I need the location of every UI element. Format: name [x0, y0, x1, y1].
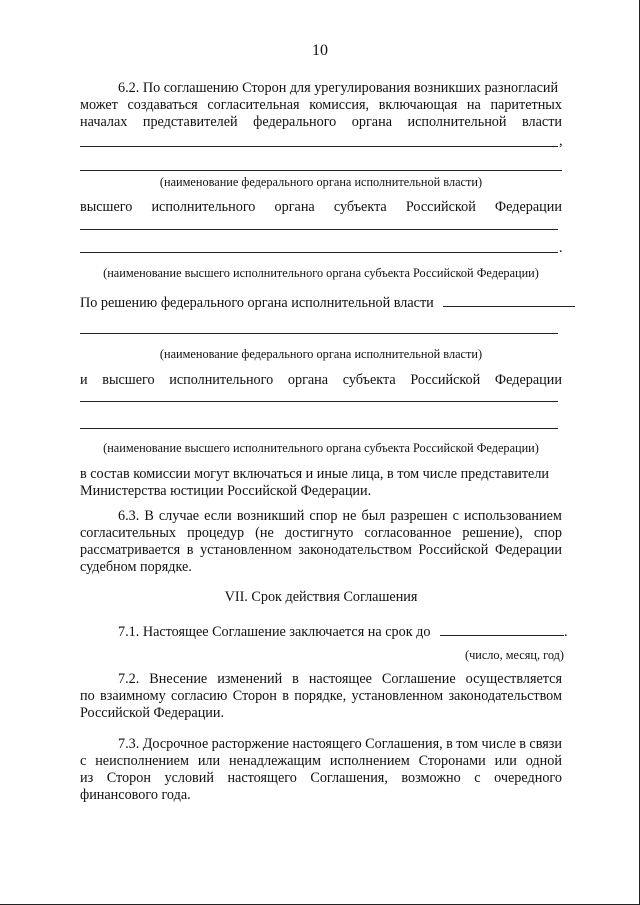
- commission-line-2: Министерства юстиции Российской Федерации.: [80, 483, 372, 499]
- section-7-heading: VII. Срок действия Соглашения: [224, 589, 418, 605]
- word: паритетных: [490, 97, 562, 113]
- word: одной: [525, 753, 562, 769]
- word: исполнительной: [407, 114, 507, 130]
- fill-line-subj-2b: [80, 428, 558, 429]
- word: представителей: [142, 114, 238, 130]
- word: В: [144, 508, 154, 524]
- word: Досрочное: [142, 736, 209, 752]
- word: и: [80, 372, 88, 388]
- p73-line-3: [80, 770, 562, 787]
- word: (не: [255, 525, 274, 541]
- word: разрешен: [390, 508, 448, 524]
- word: согласованное: [364, 525, 452, 541]
- decision-text: По решению федерального органа исполнительной власти: [80, 295, 434, 311]
- word: Федерации: [494, 542, 562, 558]
- word: достигнуто: [284, 525, 354, 541]
- decision-blank: [443, 293, 575, 307]
- word: возможно: [401, 770, 461, 786]
- word: Соглашения,: [365, 736, 443, 752]
- word: спор: [533, 525, 562, 541]
- caption-subj-organ-2: (наименование высшего исполнительного органа субъекта Российской Федерации): [103, 441, 539, 455]
- word: согласительных: [80, 525, 177, 541]
- word: Внесение: [149, 671, 208, 687]
- caption-subj-organ-1: (наименование высшего исполнительного органа субъекта Российской Федерации): [103, 266, 539, 280]
- p71-period: .: [564, 624, 568, 640]
- word: субъекта: [333, 199, 387, 215]
- word: органа: [351, 114, 392, 130]
- p62-line-3: [80, 114, 562, 131]
- period: .: [559, 240, 563, 256]
- p71-line: [118, 622, 568, 641]
- word: 7.3.: [118, 736, 140, 752]
- word: условий: [164, 770, 214, 786]
- word: с: [452, 508, 459, 524]
- word: в состав комиссии могут включаться и иные лица, в том числе представители: [80, 466, 550, 482]
- p62-line-2: [80, 97, 562, 114]
- word: расторжение: [211, 736, 289, 752]
- word: не: [342, 508, 357, 524]
- page-number: 10: [312, 42, 328, 59]
- word: Российской: [418, 542, 489, 558]
- p72-line-3: Российской Федерации.: [80, 705, 225, 721]
- word: может: [80, 97, 118, 113]
- p71-date-caption: (число, месяц, год): [464, 648, 564, 662]
- word: решение),: [462, 525, 523, 541]
- word: Соглашения,: [310, 770, 388, 786]
- p71-text: 7.1. Настоящее Соглашение заключается на срок до: [118, 624, 431, 640]
- p62-line-1: 6.2. По соглашению Сторон для урегулирования возникших разногласий: [118, 80, 559, 96]
- word: 7.2.: [118, 671, 140, 687]
- p73-line-2: [80, 753, 562, 770]
- word: том: [456, 736, 479, 752]
- word: с: [80, 753, 87, 769]
- p73-line-4: финансового года.: [80, 787, 191, 803]
- word: процедур: [187, 525, 245, 541]
- p62-line-higher: [80, 199, 562, 216]
- p63-line-3: [80, 542, 562, 559]
- word: в: [282, 688, 289, 704]
- word: настоящего: [227, 770, 297, 786]
- word: установленном: [351, 688, 444, 704]
- word: осуществляется: [465, 671, 562, 687]
- word: порядке,: [294, 688, 347, 704]
- word: по: [80, 688, 95, 704]
- word: согласительная: [207, 97, 300, 113]
- fill-line-subj-1b: [80, 252, 558, 253]
- word: в: [186, 542, 194, 558]
- word: изменений: [217, 671, 283, 687]
- word: законодательством: [298, 542, 412, 558]
- word: создаваться: [127, 97, 198, 113]
- p62-line-and-higher: [80, 372, 562, 389]
- word: высшего: [80, 199, 133, 215]
- fill-line-fed-1a: [80, 146, 558, 147]
- word: власти: [522, 114, 562, 130]
- word: настоящего: [292, 736, 362, 752]
- word: высшего: [102, 372, 155, 388]
- word: если: [204, 508, 232, 524]
- word: установленном: [200, 542, 292, 558]
- p72-line-2: [80, 688, 562, 705]
- word: неисполнением: [95, 753, 189, 769]
- word: исполнительного: [151, 199, 256, 215]
- word: 6.3.: [118, 508, 140, 524]
- word: был: [361, 508, 386, 524]
- word: использованием: [464, 508, 562, 524]
- word: взаимному: [100, 688, 166, 704]
- word: комиссия,: [309, 97, 370, 113]
- word: рассматривается: [80, 542, 181, 558]
- p72-line-1: [118, 671, 562, 688]
- word: из: [80, 770, 94, 786]
- word: числе: [481, 736, 516, 752]
- word: законодательством: [448, 688, 562, 704]
- word: связи: [529, 736, 562, 752]
- word: согласию: [171, 688, 228, 704]
- p63-line-1: [118, 508, 562, 525]
- word: Федерации: [494, 372, 562, 388]
- word: ненадлежащим: [229, 753, 321, 769]
- caption-fed-organ-2: (наименование федерального органа исполнительной власти): [159, 347, 483, 361]
- word: настоящее: [308, 671, 372, 687]
- word: Сторонами: [418, 753, 486, 769]
- caption-fed-organ-1: (наименование федерального органа исполнительной власти): [159, 175, 483, 189]
- word: или: [494, 753, 517, 769]
- word: Сторон: [232, 688, 277, 704]
- word: Российской: [405, 199, 476, 215]
- word: с: [474, 770, 481, 786]
- word: органа: [287, 372, 329, 388]
- fill-line-subj-2a: [80, 401, 558, 402]
- word: исполнительного: [169, 372, 274, 388]
- word: или: [197, 753, 221, 769]
- word: Сторон: [106, 770, 151, 786]
- fill-line-fed-2: [80, 333, 558, 334]
- word: Соглашение: [381, 671, 456, 687]
- word: на: [466, 97, 481, 113]
- word: субъекта: [342, 372, 396, 388]
- fill-line-subj-1a: [80, 229, 558, 230]
- word: в: [292, 671, 299, 687]
- p71-date-blank: [440, 622, 564, 636]
- word: очередного: [494, 770, 562, 786]
- word: случае: [158, 508, 200, 524]
- p63-line-4: судебном порядке.: [80, 559, 192, 575]
- word: федерального: [253, 114, 337, 130]
- commission-line-1: [80, 466, 562, 483]
- p63-line-2: [80, 525, 562, 542]
- word: началах: [80, 114, 128, 130]
- word: Российской: [410, 372, 481, 388]
- word: в: [519, 736, 526, 752]
- p73-line-1: [118, 736, 562, 753]
- word: в: [446, 736, 453, 752]
- p62-decision: [80, 293, 562, 312]
- comma: ,: [559, 133, 563, 149]
- word: Федерации: [494, 199, 562, 215]
- word: спор: [309, 508, 338, 524]
- word: возникший: [236, 508, 305, 524]
- fill-line-fed-1b: [80, 170, 562, 171]
- word: органа: [274, 199, 315, 215]
- word: исполнением: [329, 753, 410, 769]
- word: включающая: [378, 97, 458, 113]
